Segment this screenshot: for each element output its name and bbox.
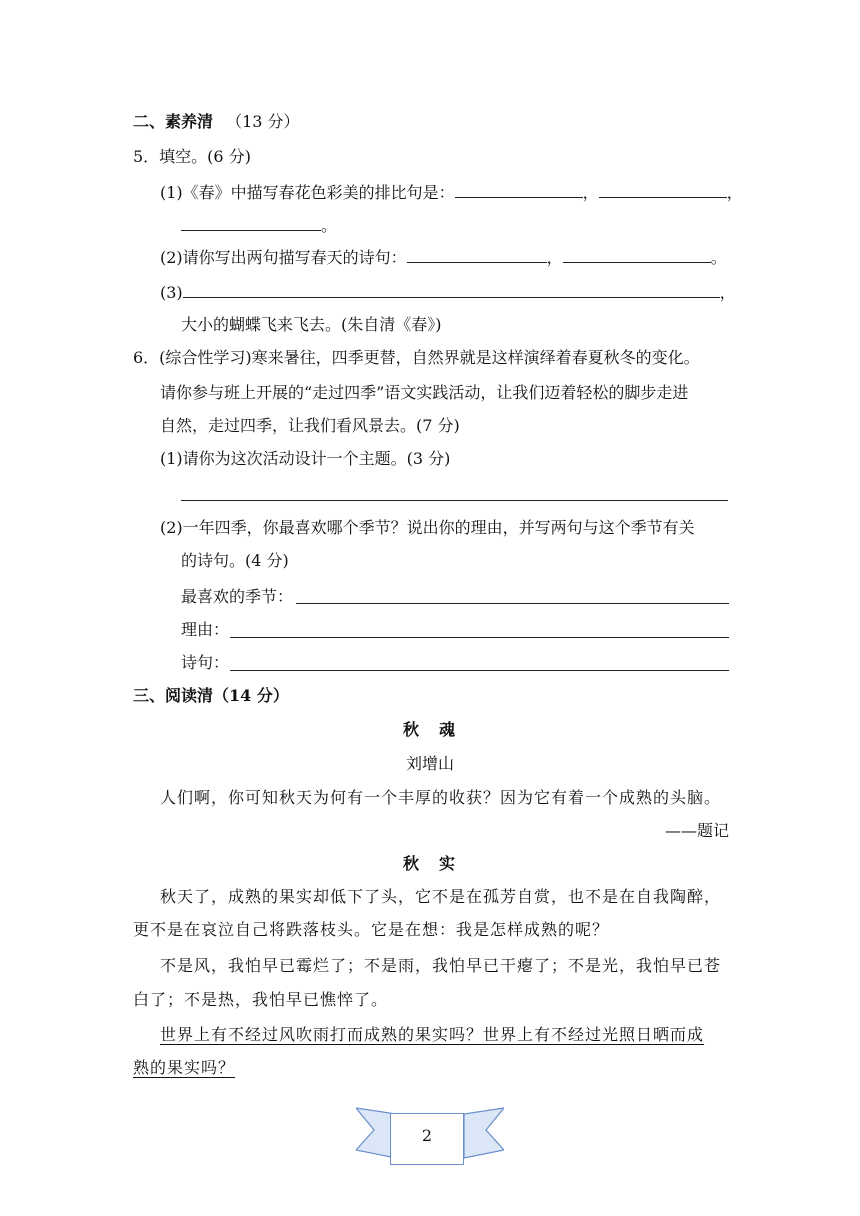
q6-poem-label: 诗句： <box>181 653 230 672</box>
q5-blank-2b[interactable] <box>563 246 711 263</box>
q6-line2: 请你参与班上开展的“走过四季”语文实践活动，让我们迈着轻松的脚步走进 <box>160 383 689 402</box>
reading-para1-line2: 更不是在哀泣自己将跌落枝头。它是在想：我是怎样成熟的呢？ <box>133 920 610 939</box>
q5-part1-text: (1)《春》中描写春花色彩美的排比句是： <box>160 183 455 202</box>
comma: ， <box>726 183 743 202</box>
q5-blank-1a[interactable] <box>455 181 583 198</box>
q5-blank-1c[interactable] <box>181 214 321 231</box>
q5-part1-cont <box>181 214 337 237</box>
reading-para2-line2: 白了；不是热，我怕早已憔悴了。 <box>133 990 389 1009</box>
q6-season-line[interactable] <box>296 603 729 604</box>
q5-stem: 5．填空。(6 分) <box>133 147 251 166</box>
section2-score: （13 分） <box>226 112 300 131</box>
section2-title: 二、素养清 <box>133 112 214 131</box>
q6-reason-label: 理由： <box>181 620 230 639</box>
reading-epigraph: 人们啊，你可知秋天为何有一个丰厚的收获？因为它有着一个成熟的头脑。 <box>160 788 722 807</box>
comma: ， <box>546 248 563 267</box>
q6-line3: 自然，走过四季，让我们看风景去。(7 分) <box>160 416 460 435</box>
q5-part1 <box>160 181 743 204</box>
comma: ， <box>719 283 736 302</box>
q5-part3-tail: 大小的蝴蝶飞来飞去。(朱自清《春》) <box>181 315 442 334</box>
reading-para3-line1: 世界上有不经过风吹雨打而成熟的果实吗？世界上有不经过光照日晒而成 <box>160 1025 705 1044</box>
q6-reason-line[interactable] <box>230 637 729 638</box>
section2-heading <box>133 111 300 133</box>
q6-line1: 6．(综合性学习)寒来暑往，四季更替，自然界就是这样演绎着春夏秋冬的变化。 <box>133 348 700 367</box>
q6-season-label: 最喜欢的季节： <box>181 587 294 606</box>
period: 。 <box>710 248 727 267</box>
period: 。 <box>321 216 338 235</box>
q6-sub1: (1)请你为这次活动设计一个主题。(3 分) <box>160 449 451 468</box>
reading-author: 刘增山 <box>405 754 454 773</box>
q6-answer-line-theme[interactable] <box>181 500 728 501</box>
q6-poem-line[interactable] <box>230 670 729 671</box>
q5-part3-text: (3) <box>160 283 183 302</box>
reading-para1-line1: 秋天了，成熟的果实却低下了头，它不是在孤芳自赏，也不是在自我陶醉， <box>160 887 722 906</box>
q5-blank-2a[interactable] <box>407 246 547 263</box>
reading-para3-line2: 熟的果实吗？ <box>133 1058 236 1077</box>
section3-title: 三、阅读清（14 分） <box>133 686 289 705</box>
q5-part2 <box>160 246 727 269</box>
comma: ， <box>582 183 599 202</box>
q6-sub2-line2: 的诗句。(4 分) <box>181 551 289 570</box>
q5-part3 <box>160 281 736 304</box>
reading-epigraph-note: ——题记 <box>664 821 729 840</box>
reading-subtitle: 秋 实 <box>402 854 457 873</box>
q6-sub2-line1: (2)一年四季，你最喜欢哪个季节？说出你的理由，并写两句与这个季节有关 <box>160 518 695 537</box>
q5-blank-1b[interactable] <box>599 181 727 198</box>
reading-para2-line1: 不是风，我怕早已霉烂了；不是雨，我怕早已干瘪了；不是光，我怕早已苍 <box>160 956 722 975</box>
q5-blank-3[interactable] <box>183 281 720 298</box>
ribbon-right-tail <box>464 1108 504 1158</box>
q5-part2-text: (2)请你写出两句描写春天的诗句： <box>160 248 407 267</box>
reading-title: 秋 魂 <box>402 720 457 739</box>
page-number: 2 <box>421 1126 433 1145</box>
